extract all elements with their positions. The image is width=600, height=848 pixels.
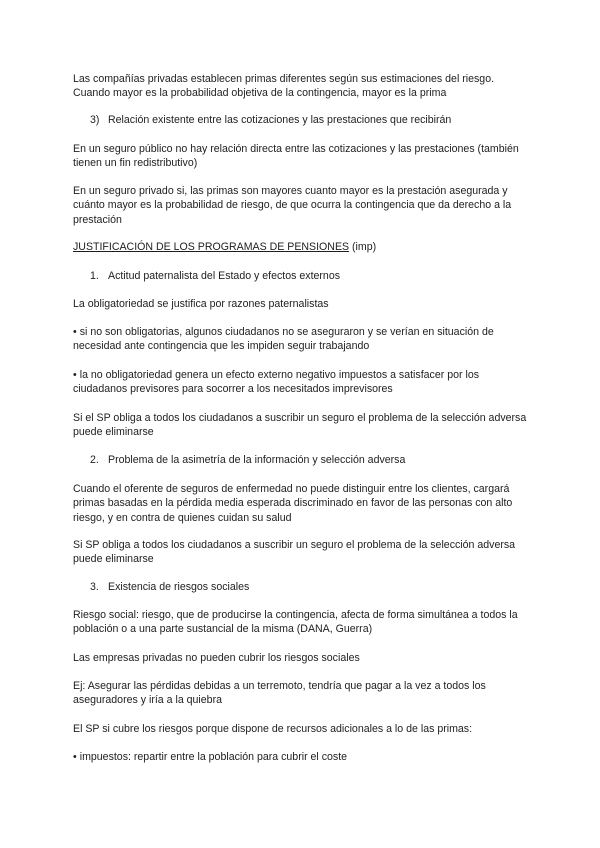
item-number: 1. (90, 270, 99, 282)
item-text: Existencia de riesgos sociales (108, 581, 250, 593)
bullet-paragraph (73, 368, 533, 397)
item-text: Relación existente entre las cotizaciones y las prestaciones que recibirán (108, 114, 452, 126)
paragraph: La obligatoriedad se justifica por razones paternalistas (73, 298, 329, 310)
section-heading-suffix: (imp) (352, 241, 377, 253)
paragraph: Si el SP obliga a todos los ciudadanos a suscribir un seguro el problema de la selección adversa puede eliminarse (73, 412, 527, 439)
bullet-paragraph (73, 325, 533, 354)
paragraph: En un seguro público no hay relación directa entre las cotizaciones y las prestaciones (también tienen un fin redistributivo) (73, 143, 519, 170)
bullet-marker: • (73, 369, 77, 381)
bullet-marker: • (73, 326, 77, 338)
paragraph: Si SP obliga a todos los ciudadanos a suscribir un seguro el problema de la selección adversa puede eliminarse (73, 539, 516, 566)
paragraph: Cuando el oferente de seguros de enfermedad no puede distinguir entre los clientes, cargará primas basadas en la pérdida media esperada discriminado en favor de las personas con alto riesgo, y en contra de quienes cuidan su salud (73, 483, 513, 524)
bullet-paragraph (73, 750, 533, 764)
paragraph: Ej: Asegurar las pérdidas debidas a un terremoto, tendría que pagar a la vez a todos los aseguradores y iría a la quiebra (73, 680, 486, 707)
bullet-text: si no son obligatorias, algunos ciudadanos no se aseguraron y se verían en situación de necesidad ante contingencia que les impiden seguir trabajando (73, 326, 494, 353)
bullet-text: impuestos: repartir entre la población para cubrir el coste (79, 751, 348, 763)
bullet-text: la no obligatoriedad genera un efecto externo negativo impuestos a satisfacer por los ciudadanos previsores para socorrer a los necesitados imprevisores (73, 369, 480, 396)
item-text: Actitud paternalista del Estado y efectos externos (108, 270, 341, 282)
paragraph: El SP si cubre los riesgos porque dispone de recursos adicionales a lo de las primas: (73, 723, 473, 735)
paragraph: Riesgo social: riesgo, que de producirse la contingencia, afecta de forma simultánea a todos la población o a una parte sustancial de la misma (DANA, Guerra) (73, 609, 518, 636)
item-number: 3. (90, 581, 99, 593)
paragraph: En un seguro privado si, las primas son mayores cuanto mayor es la prestación asegurada y cuánto mayor es la probabilidad de riesgo, de que ocurra la contingencia que da derecho a la prestación (73, 185, 512, 226)
paragraph: Las compañías privadas establecen primas diferentes según sus estimaciones del riesgo. Cuando mayor es la probabilidad objetiva de la contingencia, mayor es la prima (73, 73, 495, 100)
item-number: 2. (90, 454, 99, 466)
item-text: Problema de la asimetría de la información y selección adversa (108, 454, 406, 466)
bullet-marker: • (73, 751, 77, 763)
section-heading-title: JUSTIFICACIÓN DE LOS PROGRAMAS DE PENSIONES (73, 241, 350, 253)
item-number: 3) (90, 114, 100, 126)
paragraph: Las empresas privadas no pueden cubrir los riesgos sociales (73, 652, 360, 664)
section-heading (73, 240, 533, 254)
